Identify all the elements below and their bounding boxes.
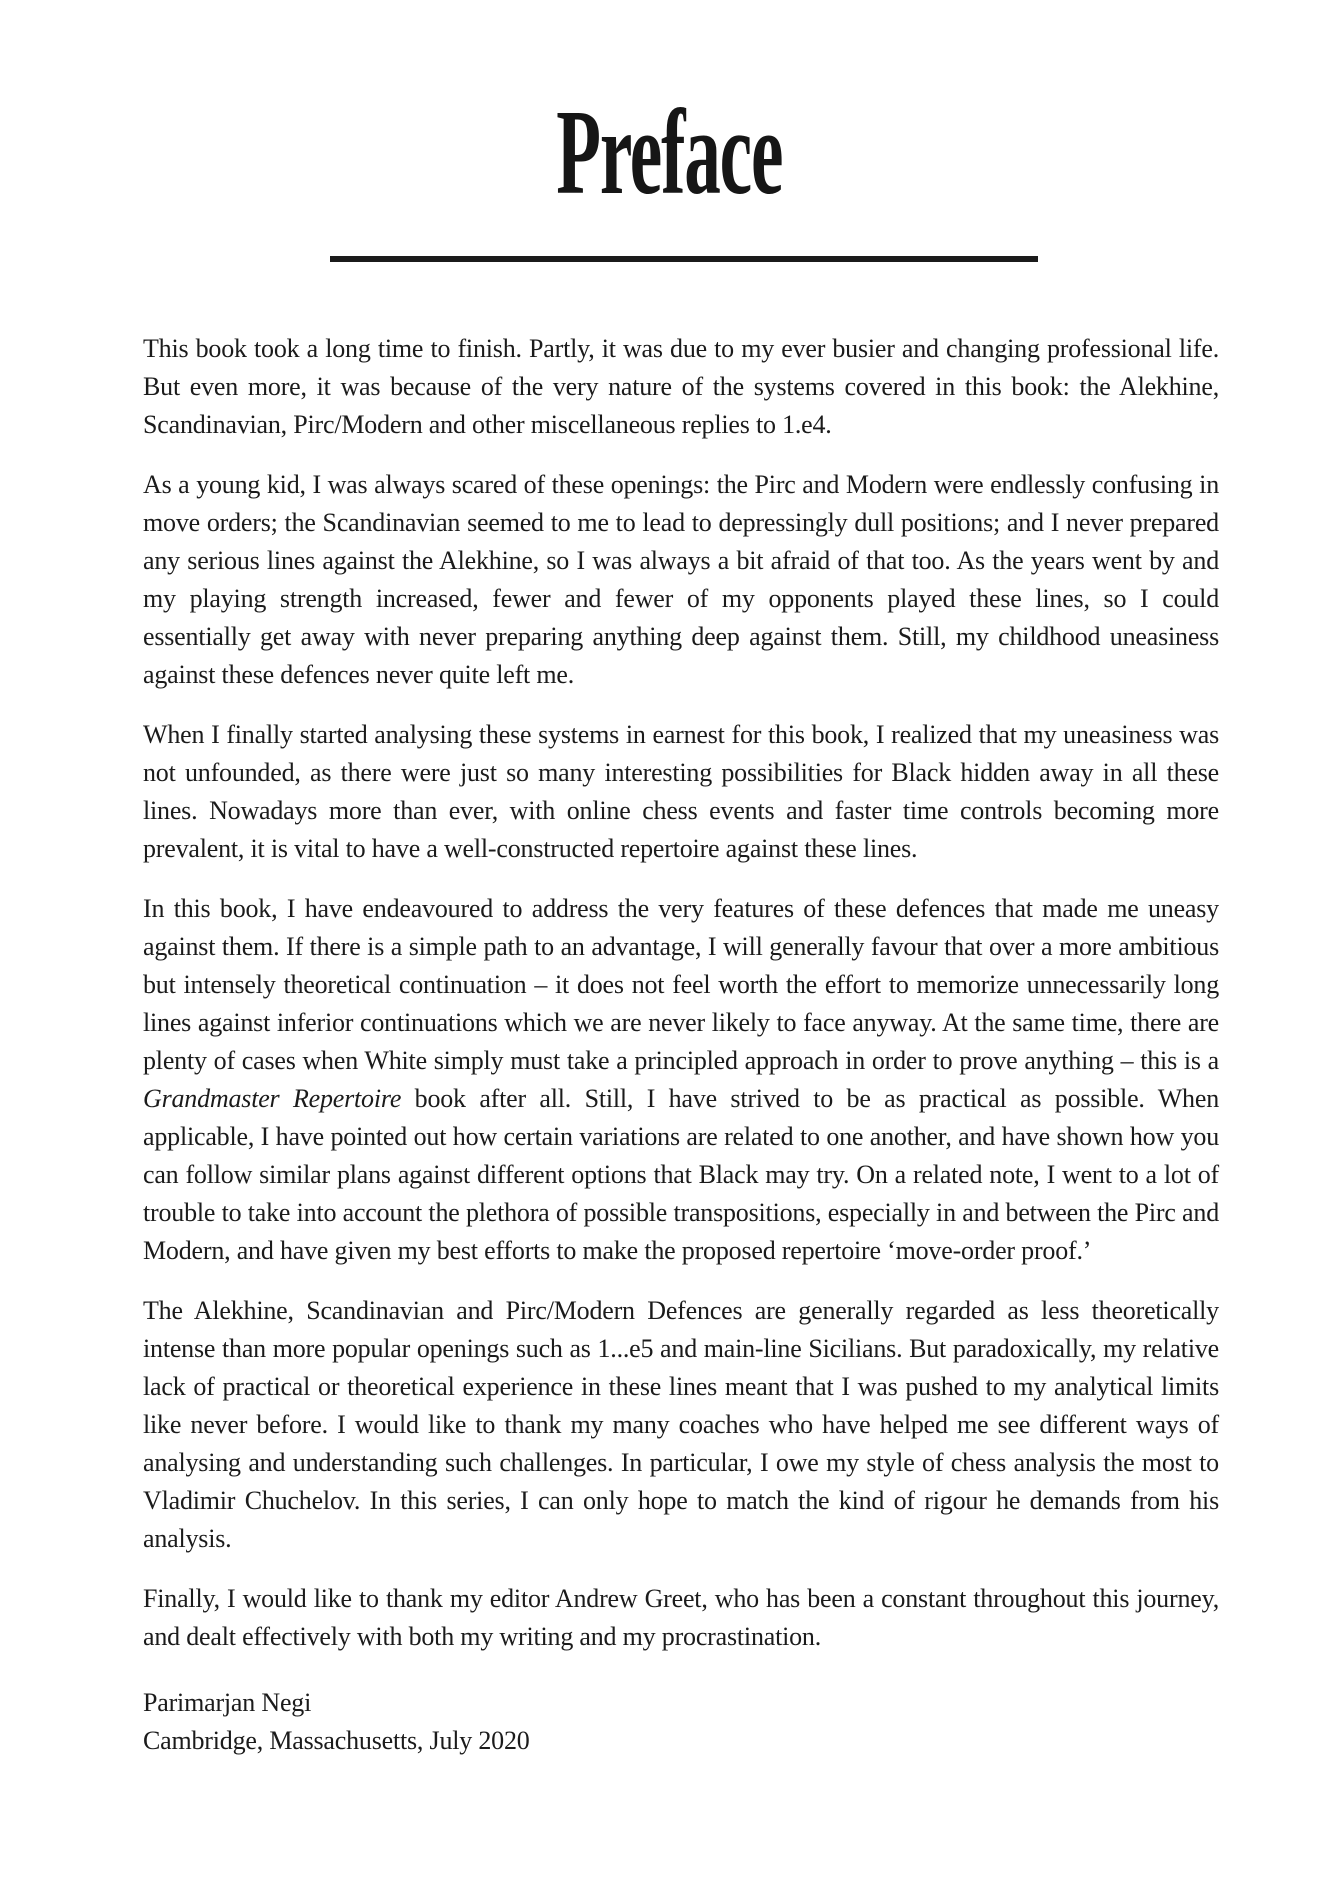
paragraph [143, 890, 1219, 1270]
paragraph [143, 716, 1219, 868]
paragraph [143, 1580, 1219, 1656]
paragraph-text: When I finally started analysing these systems in earnest for this book, I realized that my uneasiness was not unfounded, as there were just so many interesting possibilities for Black hidden away in all these lines. Nowadays more than ever, with online chess events and faster time controls becoming more prevalent, it is vital to have a well-constructed repertoire against these lines. [143, 720, 1219, 863]
paragraph [143, 466, 1219, 694]
paragraph-text: In this book, I have endeavoured to address the very features of these defences that made me uneasy against them. If there is a simple path to an advantage, I will generally favour that over a more ambitious but intensely theoretical continuation – it does not feel worth the effort to memorize unnecessarily long lines against inferior continuations which we are never likely to face anyway. At the same time, there are plenty of cases when White simply must take a principled approach in order to prove anything – this is a [143, 894, 1219, 1075]
paragraph [143, 1292, 1219, 1558]
paragraph [143, 330, 1219, 444]
series-name-italic: Grandmaster Repertoire [143, 1084, 402, 1113]
page-title [0, 85, 1339, 220]
preface-body [143, 330, 1219, 1760]
signature-block [143, 1684, 1219, 1760]
title-divider [330, 256, 1038, 262]
author-name: Parimarjan Negi [143, 1688, 312, 1717]
paragraph-text: As a young kid, I was always scared of these openings: the Pirc and Modern were endlessly confusing in move orders; the Scandinavian seemed to me to lead to depressingly dull positions; and I never prepared any serious lines against the Alekhine, so I was always a bit afraid of that too. As the years went by and my playing strength increased, fewer and fewer of my opponents played these lines, so I could essentially get away with never preparing anything deep against them. Still, my childhood uneasiness against these defences never quite left me. [143, 470, 1219, 689]
paragraph-text: book after all. Still, I have strived to be as practical as possible. When applicable, I have pointed out how certain variations are related to one another, and have shown how you can follow similar plans against different options that Black may try. On a related note, I went to a lot of trouble to take into account the plethora of possible transpositions, especially in and between the Pirc and Modern, and have given my best efforts to make the proposed repertoire ‘move-order proof.’ [143, 1084, 1219, 1265]
signature-place-date: Cambridge, Massachusetts, July 2020 [143, 1726, 530, 1755]
paragraph-text: The Alekhine, Scandinavian and Pirc/Modern Defences are generally regarded as less theoretically intense than more popular openings such as 1...e5 and main-line Sicilians. But paradoxically, my relative lack of practical or theoretical experience in these lines meant that I was pushed to my analytical limits like never before. I would like to thank my many coaches who have helped me see different ways of analysing and understanding such challenges. In particular, I owe my style of chess analysis the most to Vladimir Chuchelov. In this series, I can only hope to match the kind of rigour he demands from his analysis. [143, 1296, 1219, 1553]
page-title-text: Preface [556, 85, 783, 220]
paragraph-text: This book took a long time to finish. Partly, it was due to my ever busier and changing professional life. But even more, it was because of the very nature of the systems covered in this book: the Alekhine, Scandinavian, Pirc/Modern and other miscellaneous replies to 1.e4. [143, 334, 1219, 439]
paragraph-text: Finally, I would like to thank my editor Andrew Greet, who has been a constant throughout this journey, and dealt effectively with both my writing and my procrastination. [143, 1584, 1219, 1651]
